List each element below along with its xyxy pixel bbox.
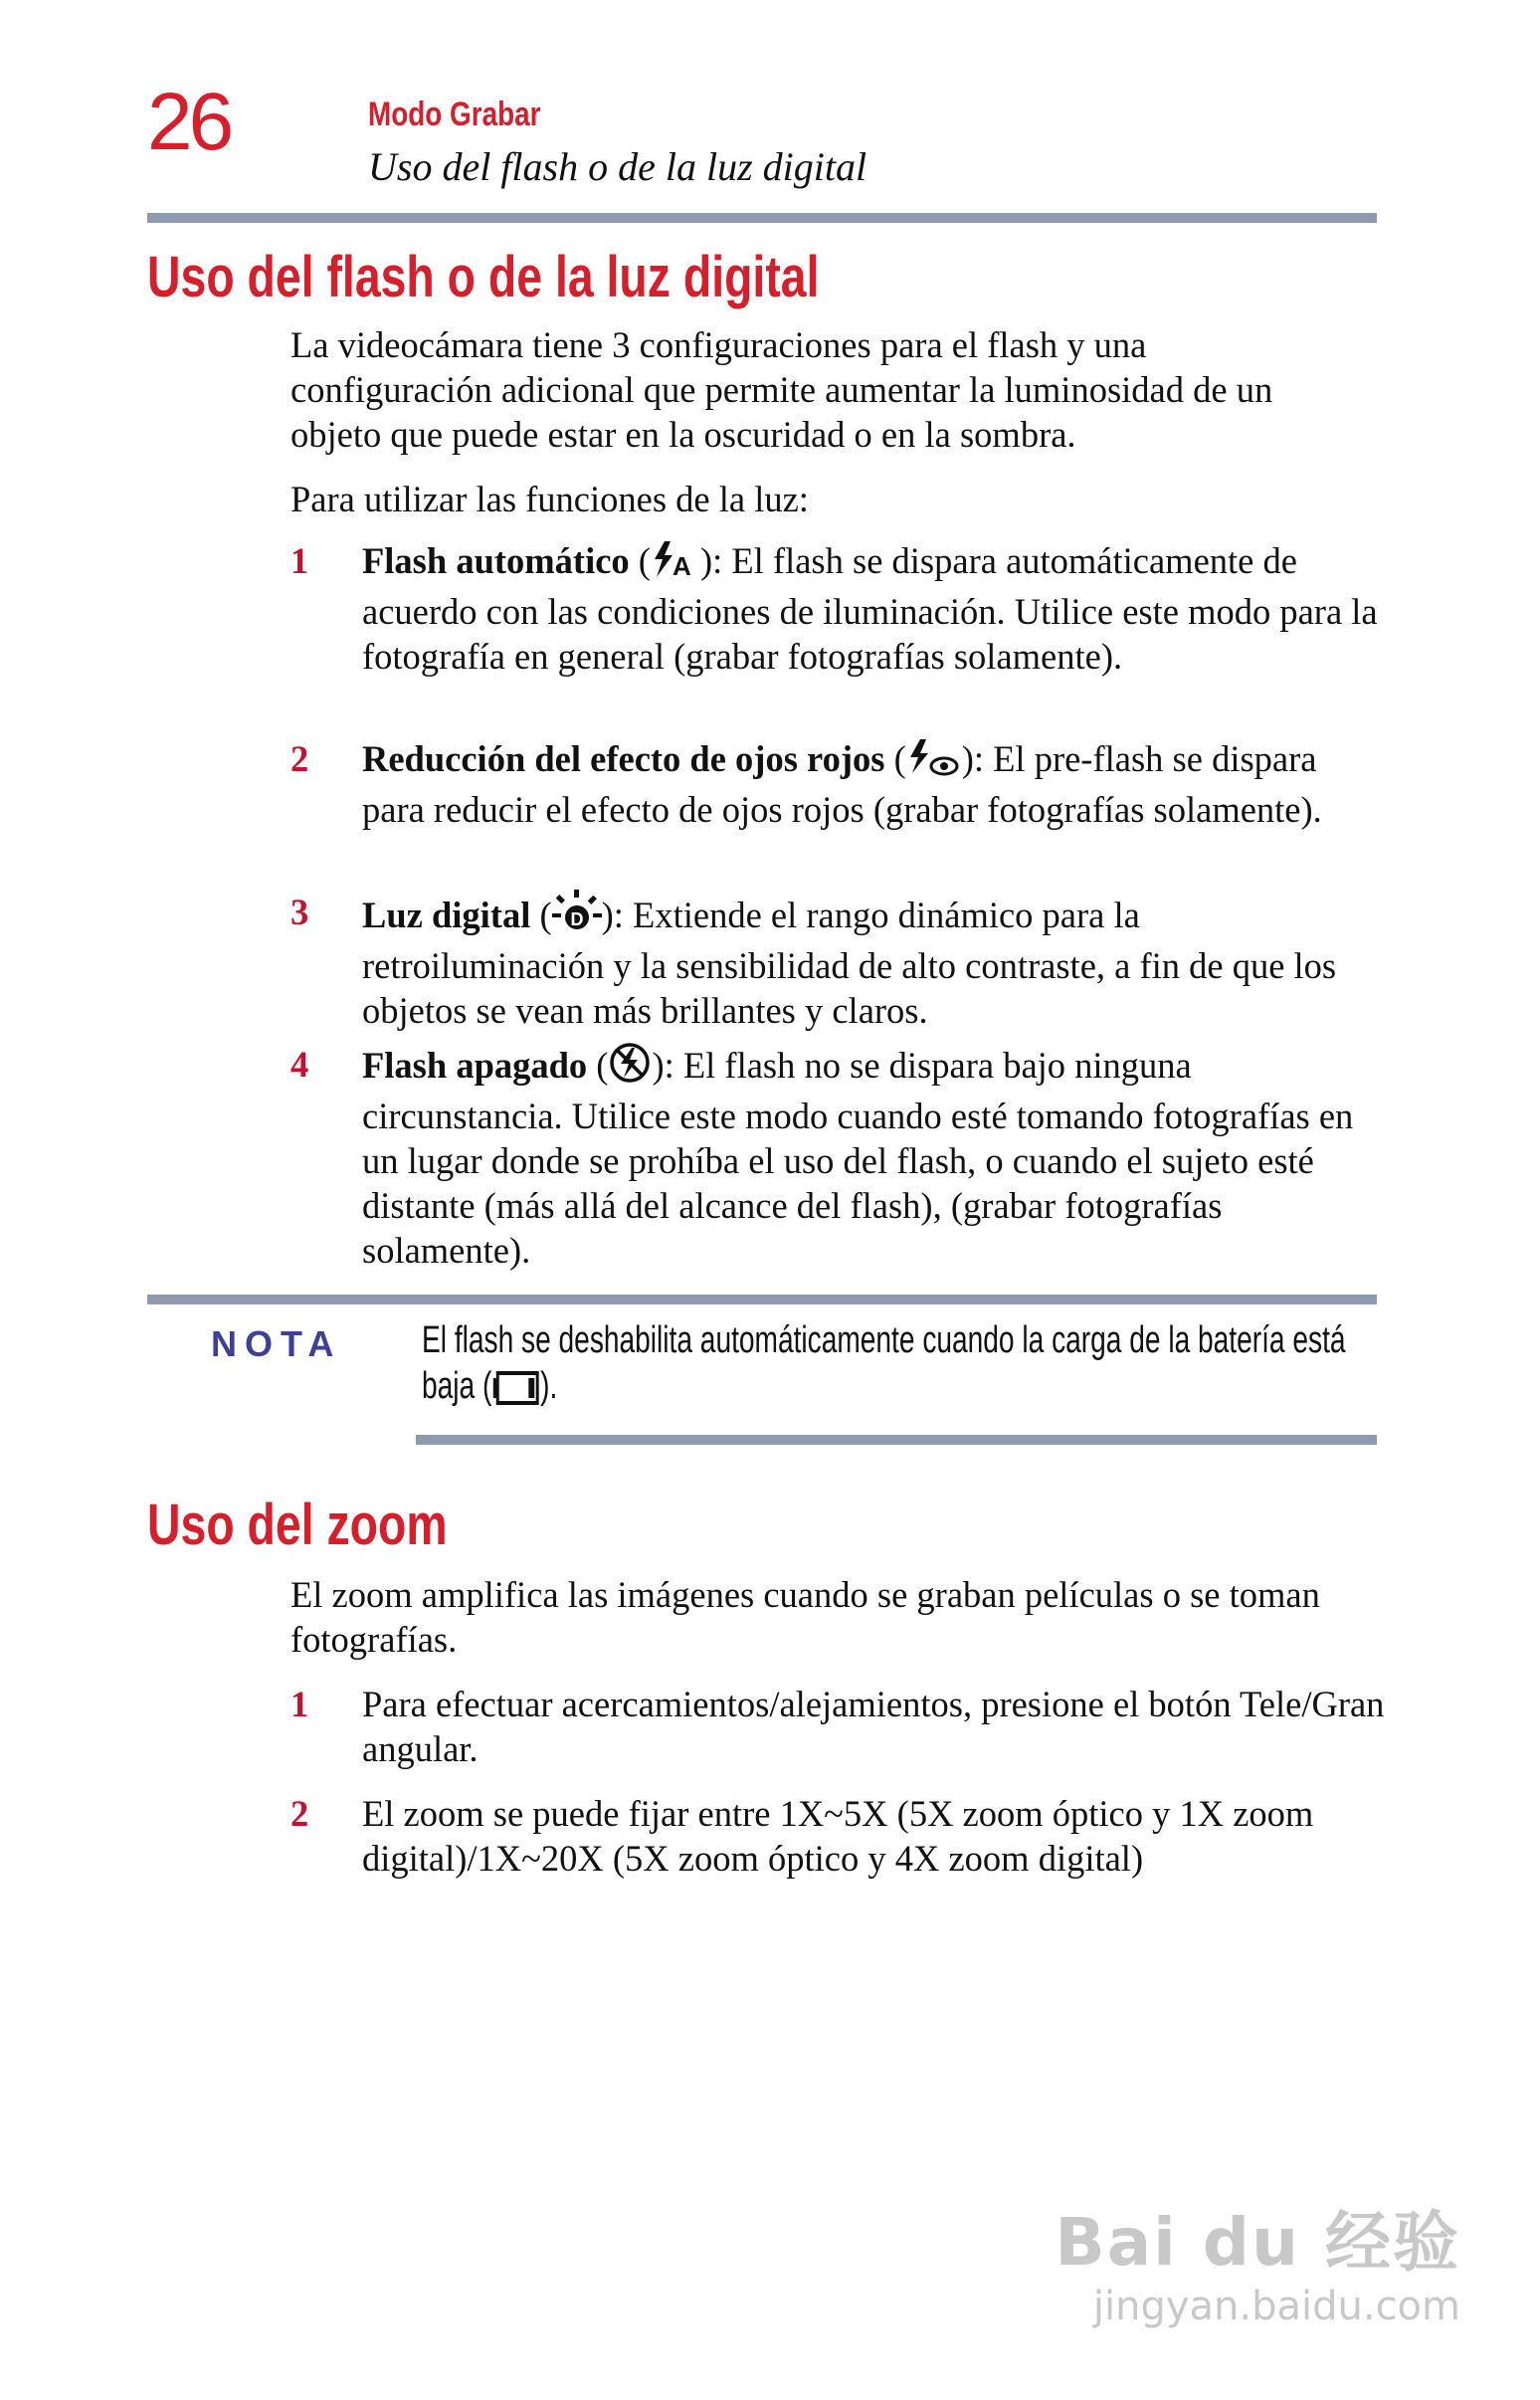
watermark-url: jingyan.baidu.com (1092, 2284, 1460, 2329)
list-number: 2 (290, 1793, 309, 1834)
note-text (422, 1317, 1401, 1417)
page-number: 26 (147, 77, 231, 167)
zoom-intro-paragraph: El zoom amplifica las imágenes cuando se graban películas o se toman fotografías. (290, 1574, 1320, 1660)
list-description: ): El flash se dispara automáticamente de acuerdo con las condiciones de iluminación. Utilice este modo para la fotografía en general (grabar fotografías solamente). (362, 540, 1378, 677)
note-bottom-rule (416, 1435, 1377, 1445)
svg-text:D: D (570, 909, 584, 929)
note-label: NOTA (211, 1323, 342, 1364)
watermark-brand: Bai du 经验 (1055, 2204, 1460, 2281)
flash-lead-paragraph: Para utilizar las funciones de la luz: (290, 479, 809, 519)
list-number: 4 (290, 1044, 309, 1085)
flash-auto-icon (651, 539, 700, 589)
list-number: 2 (290, 738, 309, 779)
list-description: ): El pre-flash se dispara para reducir el efecto de ojos rojos (grabar fotografías solamente). (362, 738, 1322, 830)
list-number: 3 (290, 892, 309, 932)
list-item: 1 Flash automático ( A ): El flash se dispara automáticamente de acuerdo con las condiciones de iluminación. Utilice este modo para la fotografía en general (grabar fotografías solamente). (290, 540, 1378, 677)
svg-text:A: A (672, 551, 691, 579)
list-item (290, 1682, 1385, 1771)
header-rule (147, 213, 1377, 223)
note-top-rule (147, 1295, 1377, 1304)
running-header-chapter: Modo Grabar (368, 96, 541, 133)
list-description: ): Extiende el rango dinámico para la retroiluminación y la sensibilidad de alto contraste, a fin de que los objetos se vean más brillantes y claros. (362, 895, 1337, 1031)
note-text-after: ). (540, 1365, 558, 1407)
note-text-before: El flash se deshabilita automáticamente cuando la carga de la batería está baja ( (422, 1319, 1346, 1407)
list-term: Flash automático (362, 540, 630, 581)
list-description: Para efectuar acercamientos/alejamientos, presione el botón Tele/Gran angular. (362, 1684, 1385, 1769)
running-header-section: Uso del flash o de la luz digital (368, 144, 867, 189)
list-item (290, 1791, 1385, 1881)
red-eye-reduction-icon (906, 737, 962, 787)
list-description: El zoom se puede fijar entre 1X~5X (5X zoom óptico y 1X zoom digital)/1X~20X (5X zoom óptico y 4X zoom digital) (362, 1793, 1314, 1879)
list-term: Flash apagado (362, 1045, 588, 1086)
list-term: Reducción del efecto de ojos rojos (362, 738, 885, 779)
list-term: Luz digital (362, 895, 531, 935)
digital-light-icon (552, 890, 602, 943)
list-item: 4 Flash apagado ( ): El flash no se dispara bajo ninguna circunstancia. Utilice este modo cuando esté tomando fotografías en un lugar donde se prohíba el uso del flash, o cuando el sujeto esté distante (más allá del alcance del flash), (grabar fotografías solamente). (290, 1044, 1354, 1271)
flash-off-icon (608, 1042, 652, 1094)
list-item: 3 Luz digital ( D ): Extiende el rango dinámico para la retroiluminación y la sensibilidad de alto contraste, a fin de que los objetos se vean más brillantes y claros. (290, 892, 1337, 1031)
flash-intro-paragraph: La videocámara tiene 3 configuraciones para el flash y una configuración adicional que permite aumentar la luminosidad de un objeto que puede estar en la oscuridad o en la sombra. (290, 324, 1273, 455)
section-title-zoom: Uso del zoom (147, 1493, 448, 1557)
list-number: 1 (290, 540, 309, 581)
list-number: 1 (290, 1684, 309, 1724)
list-item: 2 Reducción del efecto de ojos rojos ( ): El pre-flash se dispara para reducir el efecto de ojos rojos (grabar fotografías solamente). (290, 738, 1322, 830)
low-battery-icon (491, 1370, 540, 1417)
baidu-watermark (1055, 2189, 1460, 2329)
list-description: ): El flash no se dispara bajo ninguna circunstancia. Utilice este modo cuando esté tomando fotografías en un lugar donde se prohíba el uso del flash, o cuando el sujeto esté distante (más allá del alcance del flash), (grabar fotografías solamente). (362, 1045, 1354, 1271)
section-title-flash: Uso del flash o de la luz digital (147, 245, 820, 309)
